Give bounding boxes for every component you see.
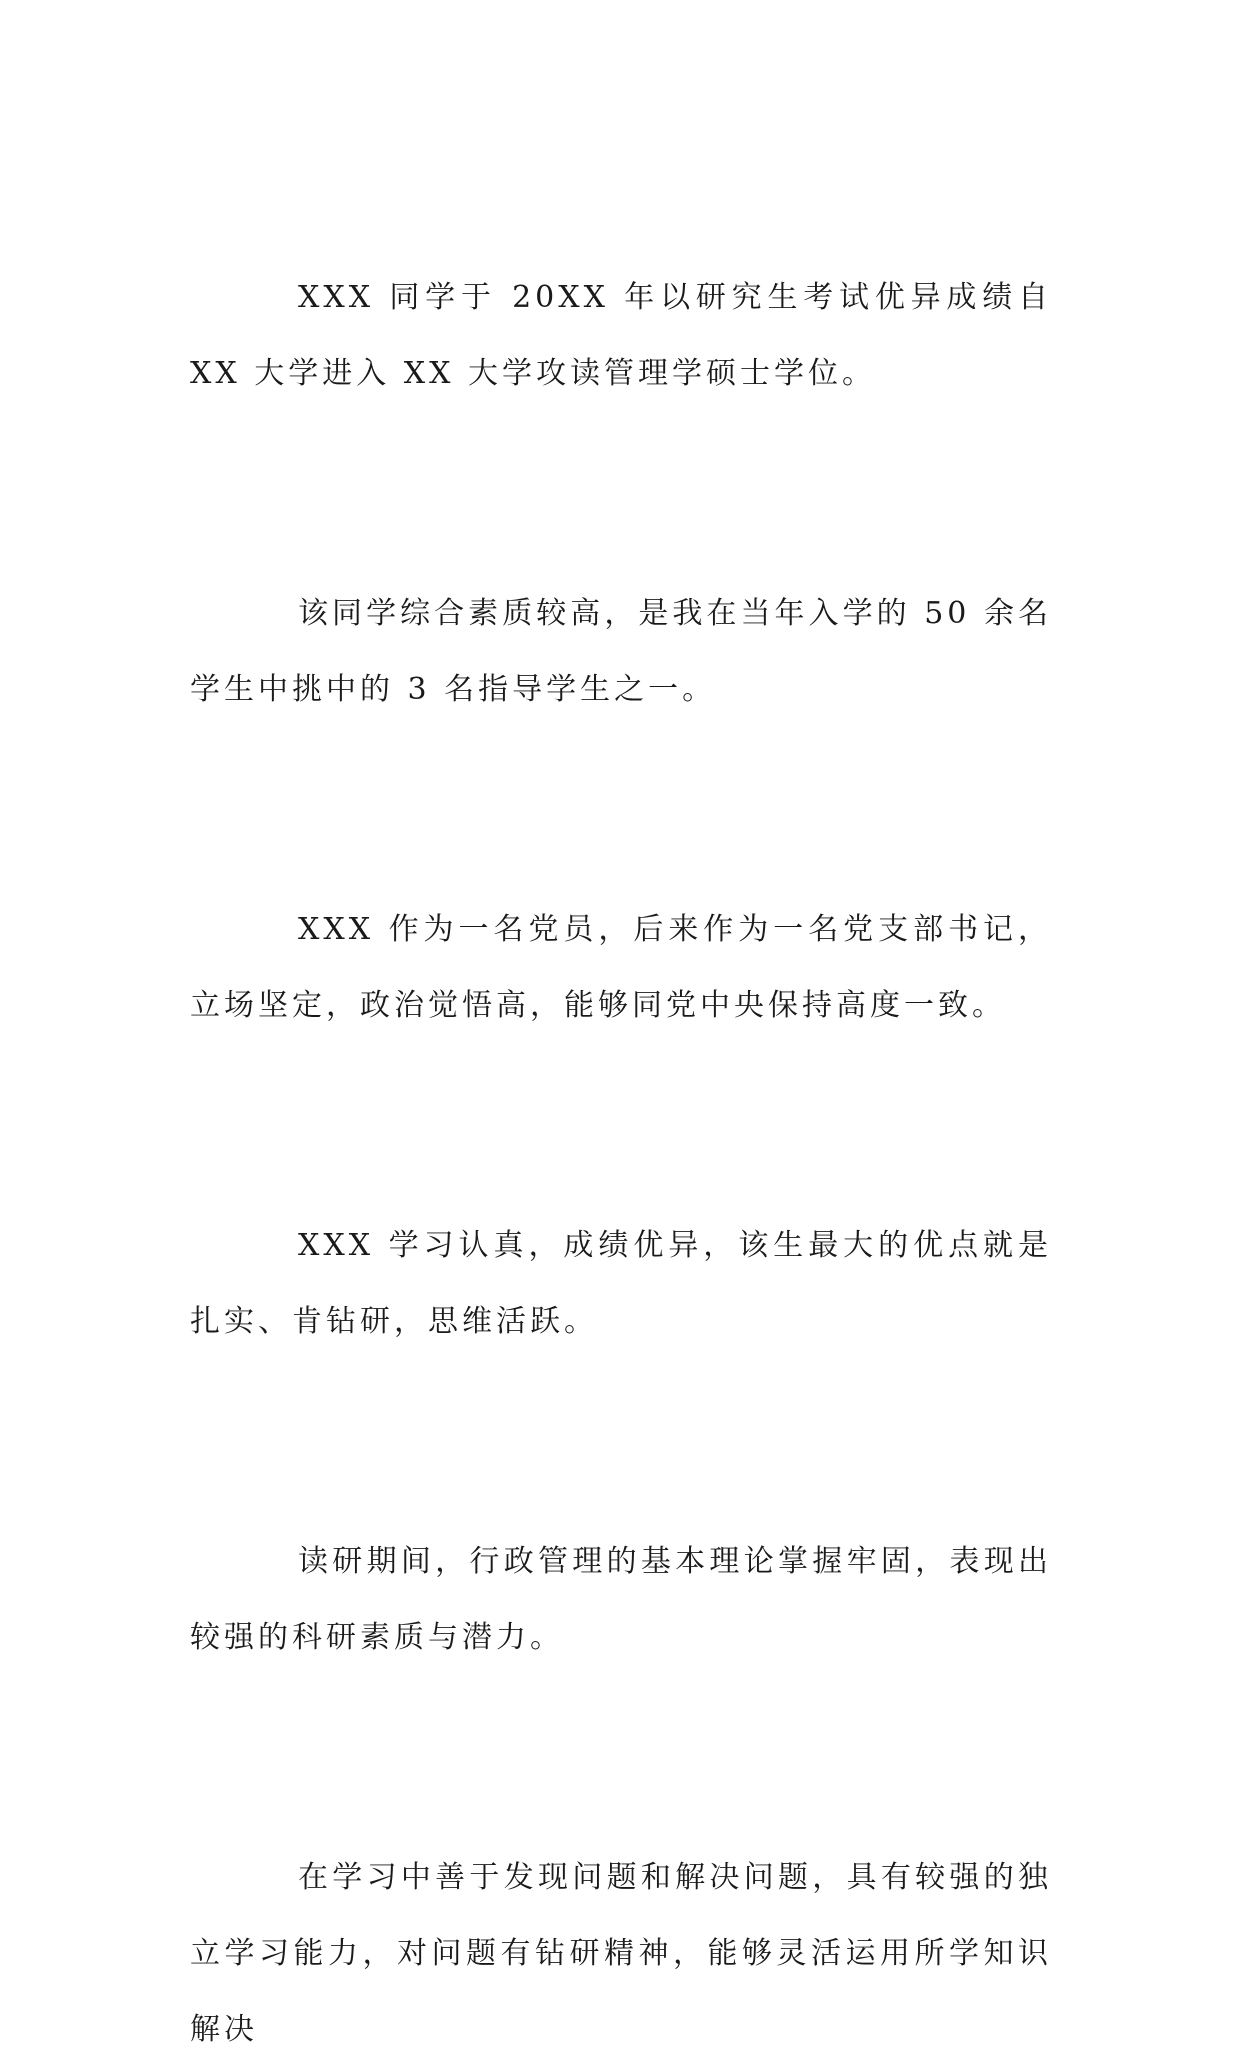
paragraph-1: XXX 同学于 20XX 年以研究生考试优异成绩自 XX 大学进入 XX 大学攻读管理学硕士学位。 — [190, 280, 1052, 391]
paragraph-6: 在学习中善于发现问题和解决问题，具有较强的独立学习能力，对问题有钻研精神，能够灵活运用所学知识解决 — [190, 1860, 1052, 2047]
paragraph-3: XXX 作为一名党员，后来作为一名党支部书记，立场坚定，政治觉悟高，能够同党中央保持高度一致。 — [190, 912, 1052, 1023]
document-body — [190, 260, 1052, 2068]
paragraph-2: 该同学综合素质较高，是我在当年入学的 50 余名学生中挑中的 3 名指导学生之一。 — [190, 596, 1052, 707]
paragraph-5: 读研期间，行政管理的基本理论掌握牢固，表现出较强的科研素质与潜力。 — [190, 1544, 1052, 1655]
paragraph-4: XXX 学习认真，成绩优异，该生最大的优点就是扎实、肯钻研，思维活跃。 — [190, 1228, 1052, 1339]
